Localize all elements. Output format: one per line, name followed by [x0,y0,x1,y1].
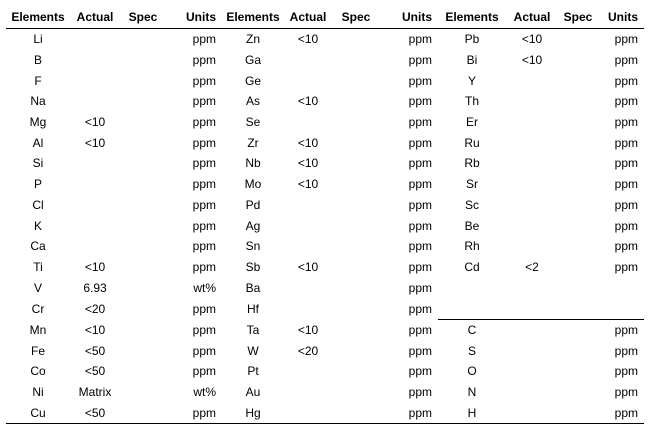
actual-cell-1 [70,174,120,195]
actual-cell-3 [506,132,558,153]
element-cell-1: Na [30,94,46,109]
element-cell-1: Al [32,135,44,150]
element-cell-1: Mn [29,322,47,337]
units-cell-2: ppm [380,402,438,423]
spec-cell-1 [120,382,166,403]
spec-cell-3 [558,29,598,50]
element-cell-3: Ru [464,135,480,150]
actual-cell-1: <20 [84,301,106,316]
actual-cell-2: <10 [297,156,319,171]
spec-cell-1 [120,215,166,236]
element-cell-2: As [245,94,260,109]
element-cell-3: Y [467,73,476,88]
element-cell-2: Se [245,115,261,130]
actual-cell-3 [506,153,558,174]
header-units-2: Units [380,6,438,29]
element-cell-2: Nb [245,156,261,171]
element-cell-2: Pd [245,197,261,212]
units-cell-1: ppm [192,364,216,379]
element-cell-3: Th [464,94,479,109]
units-cell-1: ppm [192,343,216,358]
spec-cell-2 [332,236,380,257]
units-cell-3: ppm [614,53,638,68]
table-row [6,319,644,340]
element-cell-2: Zn [245,32,260,47]
element-cell-2: Sb [245,259,261,274]
units-cell-3: ppm [614,343,638,358]
spec-cell-1 [120,257,166,278]
element-cell-2: W [247,343,259,358]
spec-cell-1 [120,402,166,423]
table-row [6,112,644,133]
actual-cell-1 [70,153,120,174]
spec-cell-1 [120,361,166,382]
actual-cell-1: <50 [70,402,120,423]
element-cell-1: K [33,218,42,233]
actual-cell-3 [506,236,558,257]
element-cell-1: Co [30,364,46,379]
units-cell-2: ppm [408,322,432,337]
units-cell-1: wt% [193,385,216,400]
units-cell-1: ppm [192,259,216,274]
units-cell-2: ppm [408,364,432,379]
header-spec-1: Spec [120,6,166,29]
actual-cell-1: <50 [84,364,106,379]
table-row [6,236,644,257]
actual-cell-1: <10 [84,259,106,274]
actual-cell-1: <10 [84,135,106,150]
actual-cell-2 [284,112,332,133]
spec-cell-1 [120,29,166,50]
element-cell-3: Sr [466,177,478,192]
units-cell-1: ppm [192,32,216,47]
table-row [6,70,644,91]
units-cell-3: ppm [614,115,638,130]
element-cell-1: F [34,73,42,88]
spec-cell-3 [558,112,598,133]
units-cell-3: ppm [598,319,644,340]
element-cell-1: Ni [32,385,44,400]
table-row [6,29,644,50]
units-cell-2: ppm [408,239,432,254]
element-cell-2: Hg [222,402,284,423]
element-cell-2: Au [245,385,261,400]
units-cell-2: ppm [408,53,432,68]
element-cell-2: Mo [244,177,262,192]
spec-cell-3 [558,153,598,174]
element-cell-3: Sc [464,197,479,212]
spec-cell-2 [332,132,380,153]
units-cell-3: ppm [598,402,644,423]
units-cell-3: ppm [614,135,638,150]
element-cell-3: Rh [464,239,480,254]
table-row [6,361,644,382]
element-cell-1: Cu [6,402,70,423]
actual-cell-1 [70,70,120,91]
actual-cell-3 [506,91,558,112]
actual-cell-2 [284,70,332,91]
units-cell-2: ppm [408,115,432,130]
actual-cell-2 [284,361,332,382]
element-cell-2: Zr [247,135,259,150]
units-cell-3: ppm [614,177,638,192]
units-cell-2: ppm [408,177,432,192]
header-spec-2: Spec [332,6,380,29]
table-row [6,277,644,298]
element-cell-1: Cl [32,197,44,212]
actual-cell-2: <10 [297,32,319,47]
units-cell-1: ppm [166,402,222,423]
header-units-3: Units [598,6,644,29]
spec-cell-3 [558,319,598,340]
actual-cell-3 [506,277,558,298]
actual-cell-3: <10 [521,53,543,68]
actual-cell-1 [70,215,120,236]
units-cell-3: ppm [614,73,638,88]
units-cell-2: ppm [408,385,432,400]
spec-cell-1 [120,340,166,361]
header-elements-1: Elements [6,6,70,29]
actual-cell-1 [70,91,120,112]
spec-cell-1 [120,50,166,71]
element-cell-1: Li [33,32,43,47]
element-cell-1: P [33,177,42,192]
spec-cell-2 [332,319,380,340]
spec-cell-1 [120,236,166,257]
element-cell-1: B [33,53,42,68]
spec-cell-3 [558,277,598,298]
spec-cell-2 [332,298,380,319]
spec-cell-3 [558,361,598,382]
actual-cell-1: 6.93 [83,280,107,295]
spec-cell-1 [120,319,166,340]
actual-cell-3 [506,195,558,216]
units-cell-1: wt% [193,280,216,295]
units-cell-2: ppm [408,135,432,150]
spec-cell-3 [558,91,598,112]
table-row [6,402,644,423]
actual-cell-3 [506,70,558,91]
spec-cell-1 [120,91,166,112]
actual-cell-2 [284,195,332,216]
element-cell-2: Hf [247,301,259,316]
units-cell-2: ppm [408,280,432,295]
table-row [6,153,644,174]
actual-cell-3 [506,402,558,423]
spec-cell-1 [120,195,166,216]
actual-cell-3 [506,215,558,236]
spec-cell-2 [332,195,380,216]
spec-cell-3 [558,402,598,423]
element-cell-3: O [467,364,477,379]
spec-cell-2 [332,29,380,50]
actual-cell-3 [506,382,558,403]
spec-cell-1 [120,112,166,133]
spec-cell-3 [558,174,598,195]
spec-cell-1 [120,153,166,174]
element-cell-3: S [467,343,476,358]
element-cell-1: Mg [29,115,47,130]
spec-cell-3 [558,195,598,216]
header-elements-2: Elements [222,6,284,29]
actual-cell-1: Matrix [78,385,112,400]
spec-cell-3 [558,298,598,319]
actual-cell-2: <10 [297,322,319,337]
table-row [6,215,644,236]
element-cell-3: H [438,402,506,423]
element-cell-1: Cr [31,301,45,316]
spec-cell-3 [558,236,598,257]
element-cell-3: Cd [464,259,480,274]
actual-cell-1 [70,29,120,50]
actual-cell-1 [70,50,120,71]
element-cell-3: Rb [464,156,480,171]
actual-cell-3 [506,361,558,382]
units-cell-1: ppm [192,53,216,68]
table-row [6,91,644,112]
units-cell-2: ppm [408,301,432,316]
element-cell-2: Ta [246,322,260,337]
actual-cell-1 [70,195,120,216]
element-cell-1: Si [32,156,44,171]
spec-cell-2 [332,112,380,133]
units-cell-3: ppm [614,385,638,400]
elements-analysis-table [6,6,644,424]
units-cell-2: ppm [408,73,432,88]
spec-cell-1 [120,174,166,195]
spec-cell-2 [332,340,380,361]
element-cell-3: Bi [466,53,478,68]
units-cell-3: ppm [614,259,638,274]
element-cell-3: N [467,385,477,400]
units-cell-3: ppm [614,239,638,254]
units-cell-3: ppm [614,364,638,379]
header-units-1: Units [166,6,222,29]
units-cell-1: ppm [192,301,216,316]
element-cell-3: Be [464,218,480,233]
spec-cell-2 [332,70,380,91]
actual-cell-2 [284,298,332,319]
actual-cell-3: <2 [525,259,539,274]
actual-cell-3: <10 [521,32,543,47]
actual-cell-3 [506,112,558,133]
units-cell-3: ppm [614,197,638,212]
actual-cell-1: <10 [84,115,106,130]
spec-cell-3 [558,132,598,153]
units-cell-2: ppm [408,343,432,358]
spec-cell-1 [120,277,166,298]
units-cell-1: ppm [192,177,216,192]
element-cell-2: Ba [245,280,261,295]
units-cell-1: ppm [192,135,216,150]
units-cell-1: ppm [192,218,216,233]
element-cell-2: Ga [244,53,261,68]
spec-cell-2 [332,50,380,71]
spec-cell-3 [558,382,598,403]
actual-cell-2: <20 [297,343,319,358]
spec-cell-2 [332,277,380,298]
spec-cell-3 [558,70,598,91]
spec-cell-2 [332,91,380,112]
spec-cell-3 [558,257,598,278]
element-cell-1: V [33,280,42,295]
element-cell-3 [438,298,506,319]
table-row [6,340,644,361]
element-cell-3: Er [466,115,478,130]
table-body [6,29,644,424]
units-cell-2: ppm [408,197,432,212]
element-cell-2: Ge [244,73,261,88]
units-cell-1: ppm [192,94,216,109]
actual-cell-2 [284,277,332,298]
element-cell-2: Ag [245,218,261,233]
element-cell-2: Pt [247,364,259,379]
table-row [6,174,644,195]
spec-cell-2 [332,215,380,236]
units-cell-2: ppm [408,32,432,47]
spec-cell-3 [558,340,598,361]
element-cell-2: Sn [245,239,261,254]
element-cell-1: Ca [30,239,46,254]
actual-cell-1 [70,236,120,257]
units-cell-1: ppm [192,239,216,254]
units-cell-3 [598,277,644,298]
actual-cell-3 [506,174,558,195]
actual-cell-3 [506,298,558,319]
units-cell-1: ppm [192,322,216,337]
header-row [6,6,644,29]
units-cell-2: ppm [408,259,432,274]
units-cell-2: ppm [408,218,432,233]
table-row [6,132,644,153]
actual-cell-2 [284,382,332,403]
table-row [6,298,644,319]
table-row [6,50,644,71]
element-cell-1: Ti [33,259,43,274]
actual-cell-3 [506,340,558,361]
units-cell-1: ppm [192,197,216,212]
spec-cell-1 [120,70,166,91]
actual-cell-3 [506,319,558,340]
units-cell-3: ppm [614,94,638,109]
spec-cell-2 [332,382,380,403]
actual-cell-2: <10 [297,177,319,192]
element-cell-3 [438,277,506,298]
actual-cell-2 [284,215,332,236]
spec-cell-2 [332,361,380,382]
actual-cell-2 [284,50,332,71]
spec-cell-2 [332,174,380,195]
actual-cell-1: <10 [84,322,106,337]
spec-cell-1 [120,132,166,153]
spec-cell-2 [332,153,380,174]
table-row [6,195,644,216]
units-cell-3 [598,298,644,319]
units-cell-1: ppm [192,73,216,88]
spec-cell-2 [332,257,380,278]
spec-cell-3 [558,215,598,236]
header-elements-3: Elements [438,6,506,29]
units-cell-3: ppm [614,156,638,171]
spec-cell-3 [558,50,598,71]
element-cell-1: Fe [30,343,45,358]
header-actual-1: Actual [70,6,120,29]
header-actual-3: Actual [506,6,558,29]
spec-cell-1 [120,298,166,319]
units-cell-1: ppm [192,115,216,130]
actual-cell-2: <10 [297,94,319,109]
actual-cell-2 [284,236,332,257]
units-cell-3: ppm [614,32,638,47]
actual-cell-2: <10 [297,259,319,274]
actual-cell-1: <50 [84,343,106,358]
units-cell-3: ppm [614,218,638,233]
spec-cell-2 [332,402,380,423]
table-row [6,257,644,278]
actual-cell-2: <10 [297,135,319,150]
element-cell-3: Pb [464,32,480,47]
header-spec-3: Spec [558,6,598,29]
units-cell-2: ppm [408,156,432,171]
element-cell-3: C [438,319,506,340]
table-row [6,382,644,403]
header-actual-2: Actual [284,6,332,29]
actual-cell-2 [284,402,332,423]
units-cell-2: ppm [408,94,432,109]
units-cell-1: ppm [192,156,216,171]
